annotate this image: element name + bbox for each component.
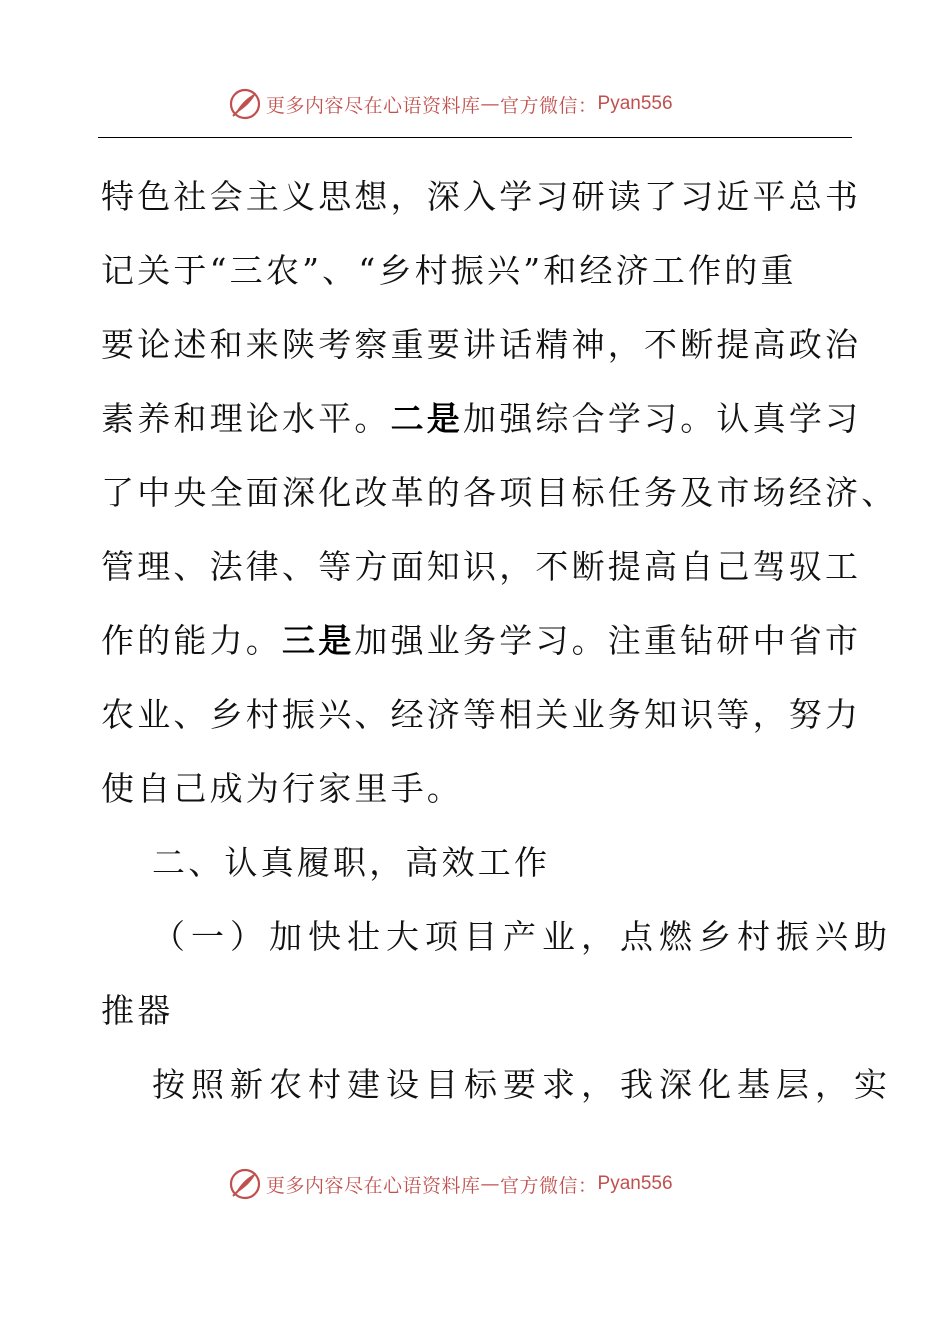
body-line: 要论述和来陕考察重要讲话精神，不断提高政治 (101, 325, 862, 364)
body-line (101, 382, 861, 456)
line-text: 加强业务学习。注重钻研中省市 (354, 621, 862, 660)
quill-logo-icon (228, 87, 262, 121)
line-text: 作的能力。 (101, 621, 282, 660)
watermark-sub-text: 官方微信： (500, 94, 598, 117)
watermark-dash: — (480, 1173, 501, 1195)
subsection-heading-cont: 推器 (101, 991, 174, 1030)
watermark-main-text: 更多内容尽在心语资料库 (266, 1174, 481, 1197)
body-line: 管理、法律、等方面知识，不断提高自己驾驭工 (101, 547, 862, 586)
watermark-wechat-id: Pyan556 (597, 93, 673, 114)
body-line: 了中央全面深化改革的各项目标任务及市场经济、 (101, 473, 898, 512)
body-line: 特色社会主义思想，深入学习研读了习近平总书 (101, 177, 862, 216)
section-heading: 二、认真履职，高效工作 (152, 843, 551, 882)
body-line (101, 604, 861, 678)
watermark-dash: — (480, 93, 501, 115)
watermark-main-text: 更多内容尽在心语资料库 (266, 94, 481, 117)
subsection-heading: （一）加快壮大项目产业，点燃乡村振兴助 (152, 917, 893, 956)
bold-marker: 三是 (282, 621, 355, 660)
line-text: 加强综合学习。认真学习 (463, 399, 862, 438)
header-watermark (228, 86, 673, 122)
watermark-sub-text: 官方微信： (500, 1174, 598, 1197)
body-line: 记关于“三农”、“乡村振兴”和经济工作的重 (101, 251, 797, 290)
watermark-wechat-id: Pyan556 (597, 1173, 673, 1194)
body-line: 按照新农村建设目标要求，我深化基层，实 (152, 1065, 893, 1104)
header-divider (98, 137, 852, 138)
document-body (101, 160, 898, 1122)
quill-logo-icon (228, 1167, 262, 1201)
line-text: 素养和理论水平。 (101, 399, 391, 438)
footer-watermark (228, 1166, 673, 1202)
body-line: 使自己成为行家里手。 (101, 769, 463, 808)
body-line: 农业、乡村振兴、经济等相关业务知识等，努力 (101, 695, 862, 734)
bold-marker: 二是 (390, 399, 464, 438)
